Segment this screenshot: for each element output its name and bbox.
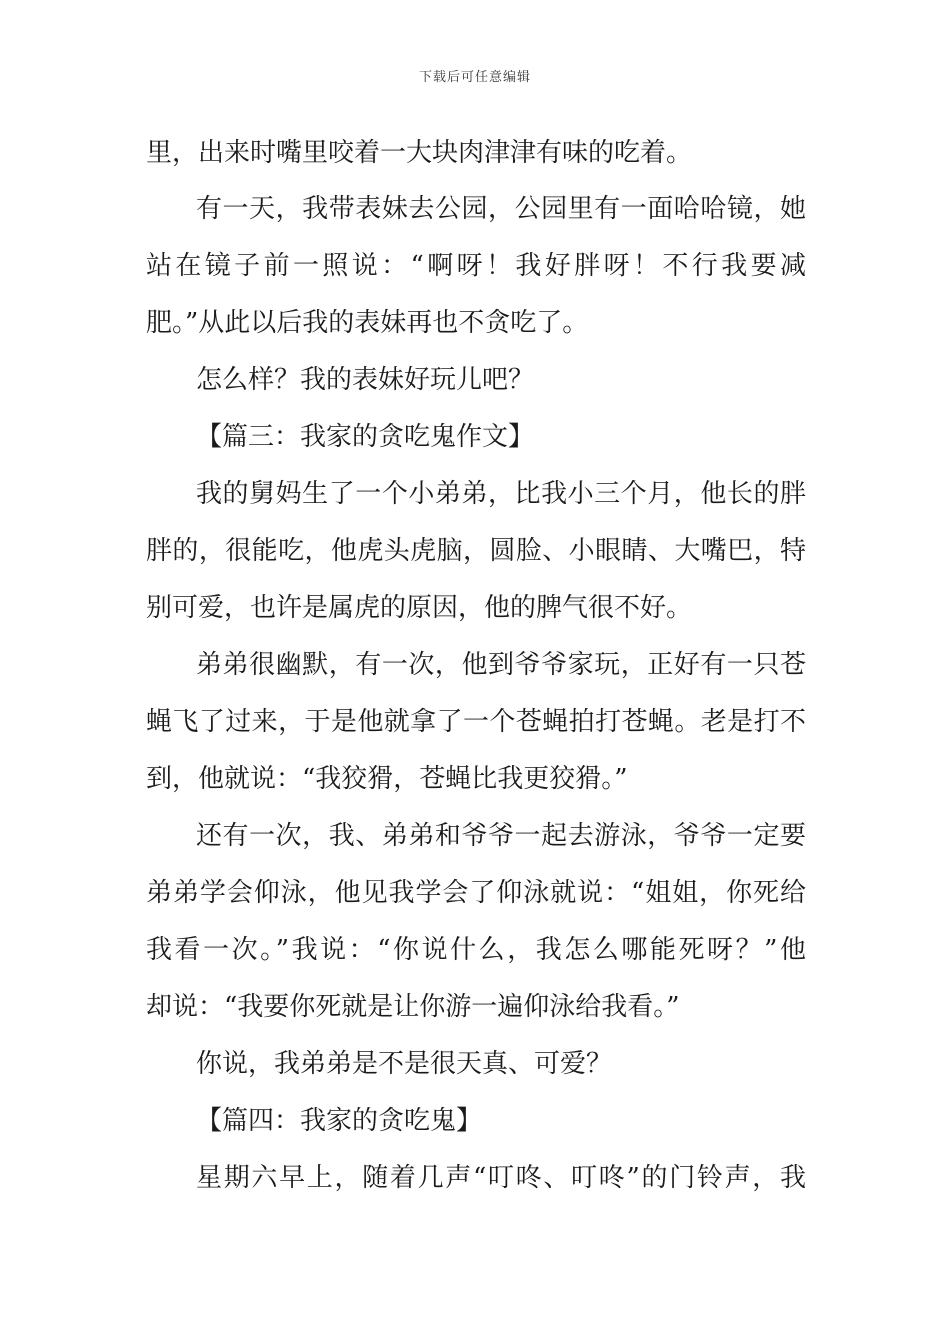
- text-line: 别可爱，也许是属虎的原因，他的脾气很不好。: [146, 593, 693, 623]
- paragraph-first-line: 还有一次，我、弟弟和爷爷一起去游泳，爷爷一定要: [196, 821, 806, 851]
- paragraph-first-line: 弟弟很幽默，有一次，他到爷爷家玩，正好有一只苍: [196, 650, 806, 680]
- section-heading: 【篇四：我家的贪吃鬼】: [196, 1106, 483, 1136]
- paragraph-first-line: 有一天，我带表妹去公园，公园里有一面哈哈镜，她: [196, 194, 806, 224]
- text-line: 弟弟学会仰泳，他见我学会了仰泳就说：“姐姐，你死给: [146, 878, 806, 908]
- text-line: 站在镜子前一照说：“啊呀！我好胖呀！不行我要减: [146, 251, 806, 281]
- paragraph-first-line: 星期六早上，随着几声“叮咚、叮咚”的门铃声，我: [196, 1163, 806, 1193]
- text-line: 却说：“我要你死就是让你游一遍仰泳给我看。”: [146, 992, 680, 1022]
- text-line: 肥。”从此以后我的表妹再也不贪吃了。: [146, 308, 589, 338]
- page-header: 下载后可任意编辑: [418, 70, 531, 85]
- paragraph-first-line: 怎么样？我的表妹好玩儿吧？: [196, 365, 535, 395]
- text-line: 我看一次。”我说：“你说什么，我怎么哪能死呀？”他: [146, 935, 806, 965]
- section-heading: 【篇三：我家的贪吃鬼作文】: [196, 422, 535, 452]
- paragraph-first-line: 你说，我弟弟是不是很天真、可爱？: [196, 1049, 613, 1079]
- text-line: 到，他就说：“我狡猾，苍蝇比我更狡猾。”: [146, 764, 628, 794]
- text-line: 胖的，很能吃，他虎头虎脑，圆脸、小眼睛、大嘴巴，特: [146, 536, 806, 566]
- paragraph-first-line: 我的舅妈生了一个小弟弟，比我小三个月，他长的胖: [196, 479, 806, 509]
- text-line: 里，出来时嘴里咬着一大块肉津津有味的吃着。: [146, 138, 693, 168]
- text-line: 蝇飞了过来，于是他就拿了一个苍蝇拍打苍蝇。老是打不: [146, 707, 806, 737]
